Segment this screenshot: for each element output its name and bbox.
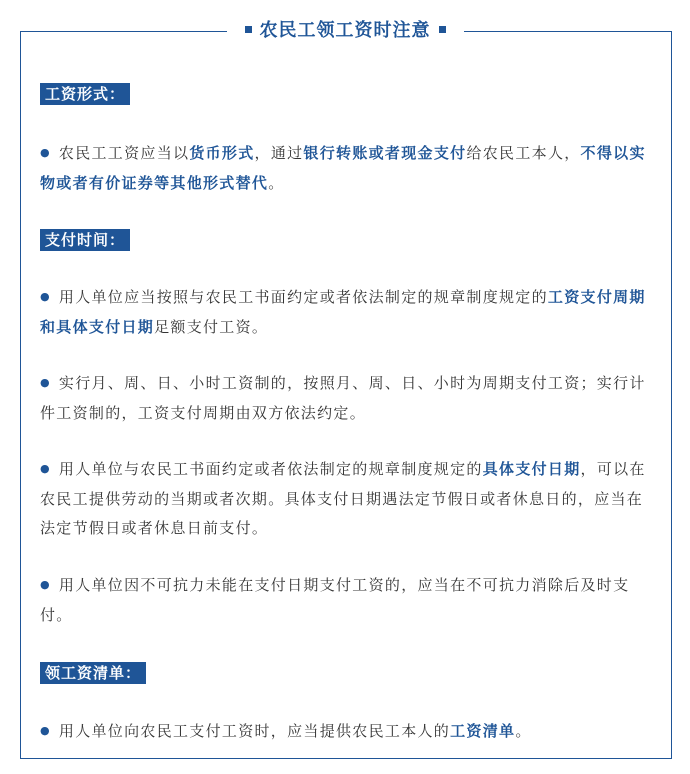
title-bar: [0, 18, 690, 44]
text: 。: [515, 722, 532, 740]
page-title-box: [227, 18, 464, 44]
section-label-wage-form: 工资形式：: [40, 83, 130, 105]
highlight-text: 工资支付周期和具体支付日期: [40, 288, 646, 336]
text: 给农民工本人，: [466, 144, 581, 162]
paragraph-wage-form: [40, 139, 652, 198]
paragraph-pay-time-4: [40, 571, 652, 630]
highlight-text: 不得以实物或者有价证券等其他形式替代: [40, 144, 646, 192]
text: 用人单位应当按照与农民工书面约定或者依法制定的规章制度规定的: [58, 288, 548, 306]
section-label-pay-time: 支付时间：: [40, 229, 130, 251]
paragraph-pay-time-3: [40, 455, 652, 543]
text: ，通过: [254, 144, 304, 162]
bullet-icon: ●: [40, 578, 51, 591]
section-label-wage-list: 领工资清单：: [40, 662, 146, 684]
text: 用人单位向农民工支付工资时，应当提供农民工本人的: [58, 722, 451, 740]
bullet-icon: ●: [40, 146, 51, 159]
text: 用人单位与农民工书面约定或者依法制定的规章制度规定的: [58, 460, 483, 478]
text: 足额支付工资。: [154, 318, 269, 336]
bullet-icon: ●: [40, 290, 51, 303]
highlight-text: 具体支付日期: [482, 460, 581, 478]
paragraph-pay-time-1: [40, 283, 652, 342]
text: 用人单位因不可抗力未能在支付日期支付工资的，应当在不可抗力消除后及时支付。: [40, 576, 630, 624]
text: 实行月、周、日、小时工资制的，按照月、周、日、小时为周期支付工资；实行计件工资制的，工资支付周期由双方依法约定。: [40, 374, 646, 422]
highlight-text: 银行转账或者现金支付: [303, 144, 467, 162]
bullet-icon: ●: [40, 724, 51, 737]
square-icon-right: [439, 26, 446, 33]
highlight-text: 工资清单: [450, 722, 516, 740]
square-icon-left: [245, 26, 252, 33]
text: ，可以在农民工提供劳动的当期或者次期。具体支付日期遇法定节假日或者休息日的，应当在法定节假日或者休息日前支付。: [40, 460, 646, 537]
text: 农民工工资应当以: [58, 144, 190, 162]
page-title: 农民工领工资时注意: [259, 20, 431, 41]
text: 。: [268, 174, 285, 192]
paragraph-pay-time-2: [40, 369, 652, 428]
bullet-icon: ●: [40, 376, 51, 389]
bullet-icon: ●: [40, 462, 51, 475]
paragraph-wage-list: [40, 717, 652, 747]
highlight-text: 货币形式: [189, 144, 255, 162]
